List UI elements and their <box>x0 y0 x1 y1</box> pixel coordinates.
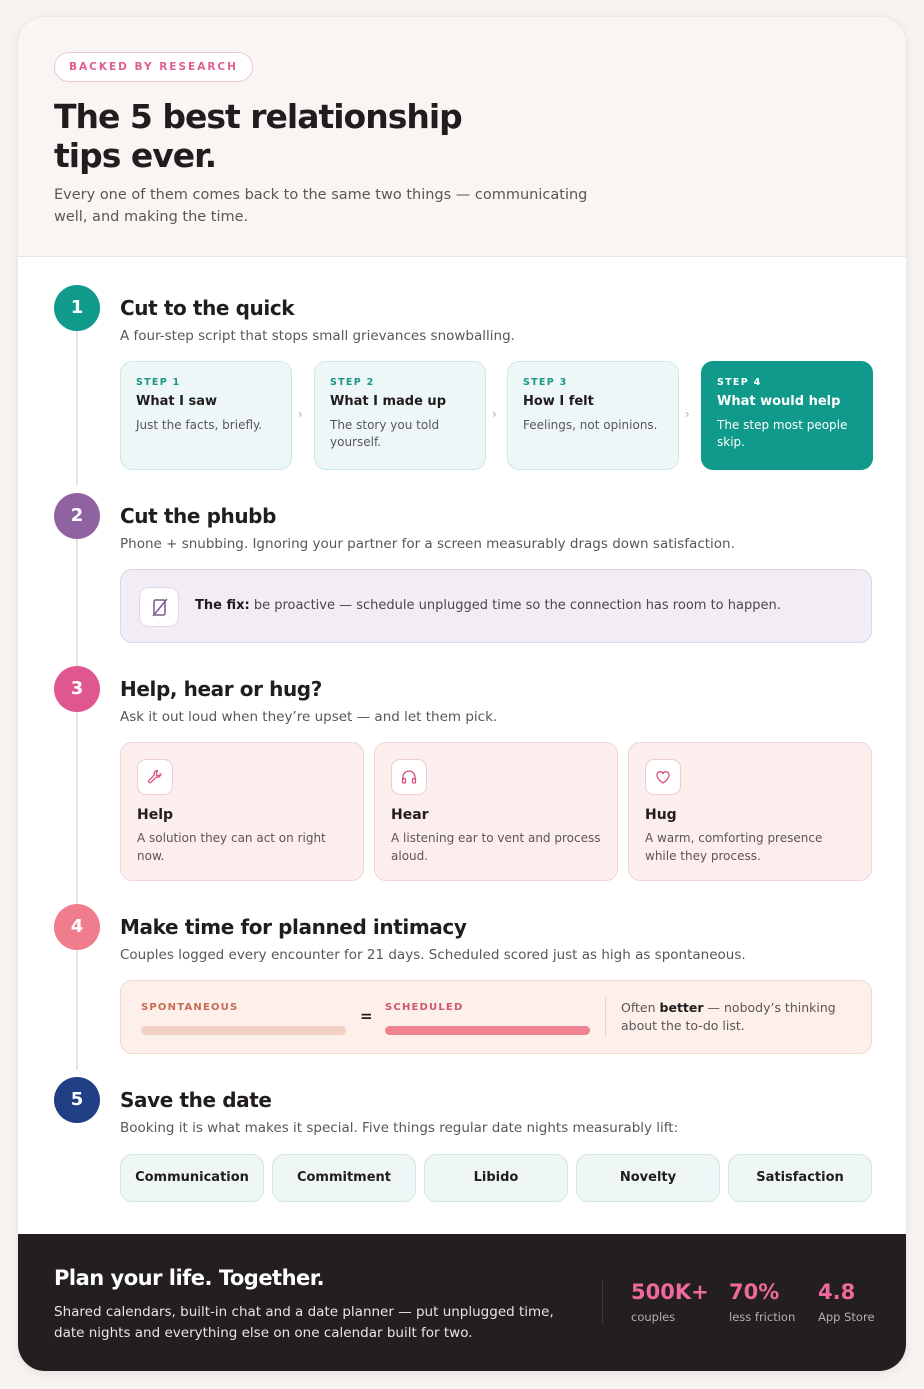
step-card-4 <box>701 361 873 470</box>
scheduled-label: SCHEDULED <box>385 1002 464 1013</box>
step-name: What I saw <box>136 394 217 409</box>
option-name: Hug <box>645 807 677 823</box>
spontaneous-label: SPONTANEOUS <box>141 1002 239 1013</box>
step-card-1 <box>120 361 292 470</box>
chevron-right-icon: › <box>685 407 690 421</box>
headphones-icon <box>391 759 427 795</box>
section-number-4: 4 <box>54 904 100 950</box>
option-card-hug <box>628 742 872 881</box>
option-name: Hear <box>391 807 429 823</box>
option-desc: A warm, comforting presence while they process. <box>645 831 823 863</box>
option-card-hear <box>374 742 618 881</box>
fix-label: The fix: <box>195 598 250 613</box>
section-title: Cut to the quick <box>120 296 295 320</box>
step-desc: The step most people skip. <box>717 418 848 449</box>
stat-label: couples <box>631 1310 676 1324</box>
stat-friction <box>729 1280 795 1324</box>
step-name: What would help <box>717 394 841 409</box>
page-subtitle: Every one of them comes back to the same two things — communicating well, and making the time. <box>54 187 588 225</box>
stat-value: 70% <box>729 1280 780 1304</box>
stat-value: 500K+ <box>631 1280 709 1304</box>
benefit-pill-communication: Communication <box>120 1154 264 1202</box>
stat-value: 4.8 <box>818 1280 856 1304</box>
step-tag: STEP 3 <box>523 377 568 388</box>
option-name: Help <box>137 807 174 823</box>
footer-banner <box>18 1234 907 1372</box>
note-post: — nobody’s thinking about the to-do list. <box>621 1000 836 1033</box>
research-badge: BACKED BY RESEARCH <box>54 52 253 82</box>
benefit-pill-satisfaction: Satisfaction <box>728 1154 872 1202</box>
step-tag: STEP 1 <box>136 377 181 388</box>
section-number-2: 2 <box>54 493 100 539</box>
section-title: Cut the phubb <box>120 504 276 528</box>
step-desc: Just the facts, briefly. <box>136 418 263 432</box>
fix-callout <box>120 569 872 643</box>
timeline-connector <box>76 331 78 485</box>
section-subtitle: Phone + snubbing. Ignoring your partner for a screen measurably drags down satisfaction. <box>120 536 735 552</box>
hero-section <box>18 17 907 257</box>
footer-subtitle: Shared calendars, built-in chat and a date planner — put unplugged time, date nights and everything else on one calendar built for two. <box>54 1304 554 1341</box>
page-title <box>54 97 494 175</box>
benefit-pill-commitment: Commitment <box>272 1154 416 1202</box>
section-title: Make time for planned intimacy <box>120 915 467 939</box>
heart-icon <box>645 759 681 795</box>
section-title: Save the date <box>120 1088 272 1112</box>
divider <box>605 997 606 1037</box>
stat-label: App Store <box>818 1310 875 1324</box>
section-number-3: 3 <box>54 666 100 712</box>
note-pre: Often <box>621 1000 660 1015</box>
chevron-right-icon: › <box>492 407 497 421</box>
step-desc: Feelings, not opinions. <box>523 418 658 432</box>
chevron-right-icon: › <box>298 407 303 421</box>
timeline-connector <box>76 539 78 667</box>
comparison-callout <box>120 980 872 1054</box>
option-desc: A solution they can act on right now. <box>137 831 326 863</box>
step-card-3 <box>507 361 679 470</box>
wrench-icon <box>137 759 173 795</box>
page-title-line-1: The 5 best relationship <box>54 97 462 136</box>
timeline-connector <box>76 950 78 1070</box>
step-name: What I made up <box>330 394 446 409</box>
option-card-help <box>120 742 364 881</box>
section-subtitle: Couples logged every encounter for 21 days. Scheduled scored just as high as spontaneous. <box>120 947 746 963</box>
equals-sign: = <box>360 1007 373 1025</box>
footer-divider <box>602 1280 603 1324</box>
infographic-card <box>17 16 907 1372</box>
benefit-pill-libido: Libido <box>424 1154 568 1202</box>
note-bold: better <box>659 1000 704 1015</box>
section-title: Help, hear or hug? <box>120 677 322 701</box>
step-tag: STEP 4 <box>717 377 762 388</box>
timeline-connector <box>76 712 78 904</box>
stat-couples <box>631 1280 709 1324</box>
comparison-note <box>621 999 851 1035</box>
fix-text <box>195 598 781 613</box>
footer-title: Plan your life. Together. <box>54 1266 325 1290</box>
section-subtitle: Booking it is what makes it special. Five things regular date nights measurably lift: <box>120 1120 679 1136</box>
step-desc: The story you told yourself. <box>330 418 440 449</box>
page-title-line-2: tips ever. <box>54 136 217 175</box>
step-card-2 <box>314 361 486 470</box>
phone-off-icon <box>139 587 179 627</box>
scheduled-bar <box>385 1026 590 1035</box>
section-subtitle: Ask it out loud when they’re upset — and let them pick. <box>120 709 498 725</box>
stat-label: less friction <box>729 1310 796 1324</box>
fix-body: be proactive — schedule unplugged time so the connection has room to happen. <box>249 598 781 613</box>
stat-app-store <box>818 1280 875 1324</box>
step-tag: STEP 2 <box>330 377 375 388</box>
spontaneous-bar <box>141 1026 346 1035</box>
section-number-5: 5 <box>54 1077 100 1123</box>
section-subtitle: A four-step script that stops small grievances snowballing. <box>120 328 515 344</box>
section-number-1: 1 <box>54 285 100 331</box>
benefit-pill-novelty: Novelty <box>576 1154 720 1202</box>
option-desc: A listening ear to vent and process aloud. <box>391 831 601 863</box>
step-name: How I felt <box>523 394 594 409</box>
